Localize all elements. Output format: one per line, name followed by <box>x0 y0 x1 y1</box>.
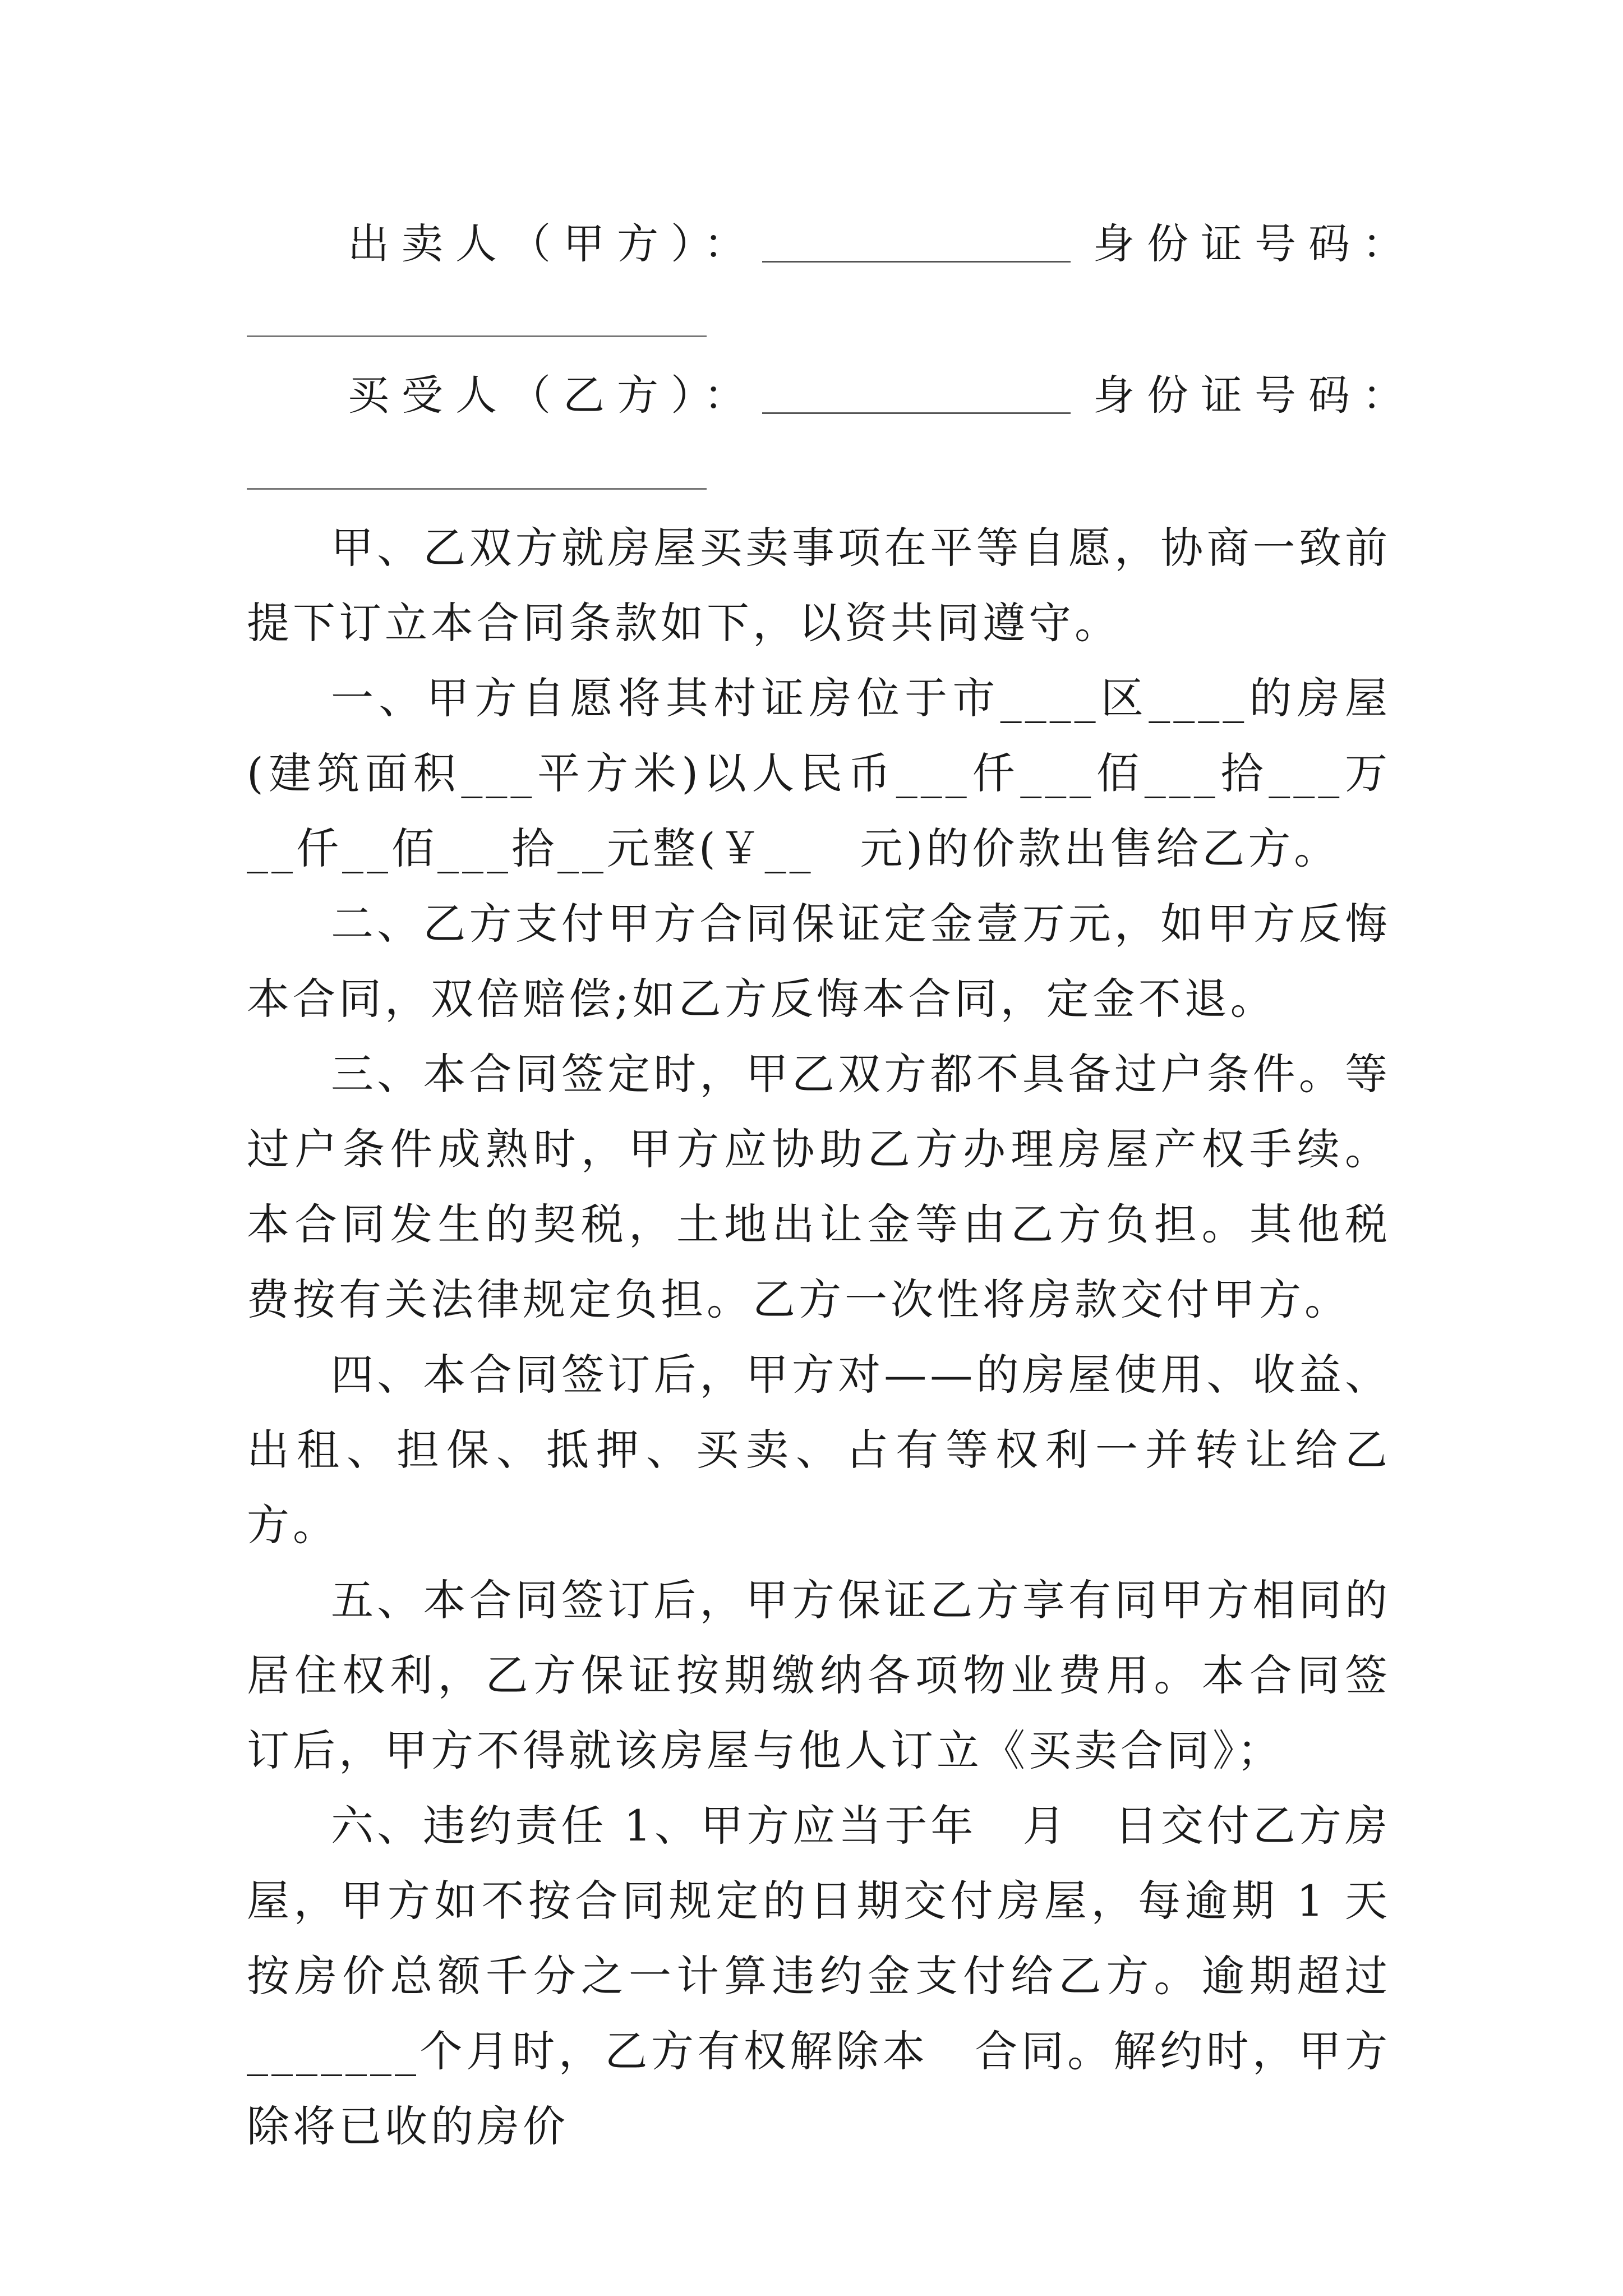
seller-line <box>348 220 1416 268</box>
clause-2: 二、乙方支付甲方合同保证定金壹万元，如甲方反悔本合同，双倍赔偿;如乙方反悔本合同，定金不退。 <box>247 899 1391 1024</box>
clause-6: 六、违约责任 1、甲方应当于年 月 日交付乙方房屋，甲方如不按合同规定的日期交付房屋，每逾期 1 天按房价总额千分之一计算违约金支付给乙方。逾期超过_______个月时，乙方有权解除本 合同。解约时，甲方除将已收的房价 <box>247 1801 1391 2151</box>
seller-name-blank <box>762 226 1071 263</box>
buyer-label: 买受人（乙方）： <box>348 371 758 420</box>
clause-1: 一、甲方自愿将其村证房位于市____区____的房屋(建筑面积___平方米)以人民币___仟___佰___拾___万__仟__佰___拾__元整(￥__ 元)的价款出售给乙方。 <box>247 673 1391 873</box>
buyer-id-blank <box>247 488 707 490</box>
buyer-name-blank <box>762 378 1071 414</box>
seller-label: 出卖人（甲方）： <box>348 220 758 268</box>
buyer-line <box>348 371 1416 420</box>
intro-paragraph: 甲、乙双方就房屋买卖事项在平等自愿，协商一致前提下订立本合同条款如下，以资共同遵守。 <box>247 523 1391 648</box>
buyer-id-label: 身份证号码： <box>1093 371 1416 420</box>
contract-body <box>247 510 1391 2164</box>
seller-id-label: 身份证号码： <box>1093 220 1416 268</box>
clause-5: 五、本合同签订后，甲方保证乙方享有同甲方相同的居住权利，乙方保证按期缴纳各项物业费用。本合同签订后，甲方不得就该房屋与他人订立《买卖合同》； <box>247 1575 1391 1775</box>
clause-4: 四、本合同签订后，甲方对——的房屋使用、收益、出租、担保、抵押、买卖、占有等权利一并转让给乙方。 <box>247 1350 1391 1550</box>
clause-3: 三、本合同签定时，甲乙双方都不具备过户条件。等过户条件成熟时，甲方应协助乙方办理房屋产权手续。本合同发生的契税，土地出让金等由乙方负担。其他税费按有关法律规定负担。乙方一次性将房款交付甲方。 <box>247 1049 1391 1324</box>
seller-id-blank <box>247 335 707 337</box>
